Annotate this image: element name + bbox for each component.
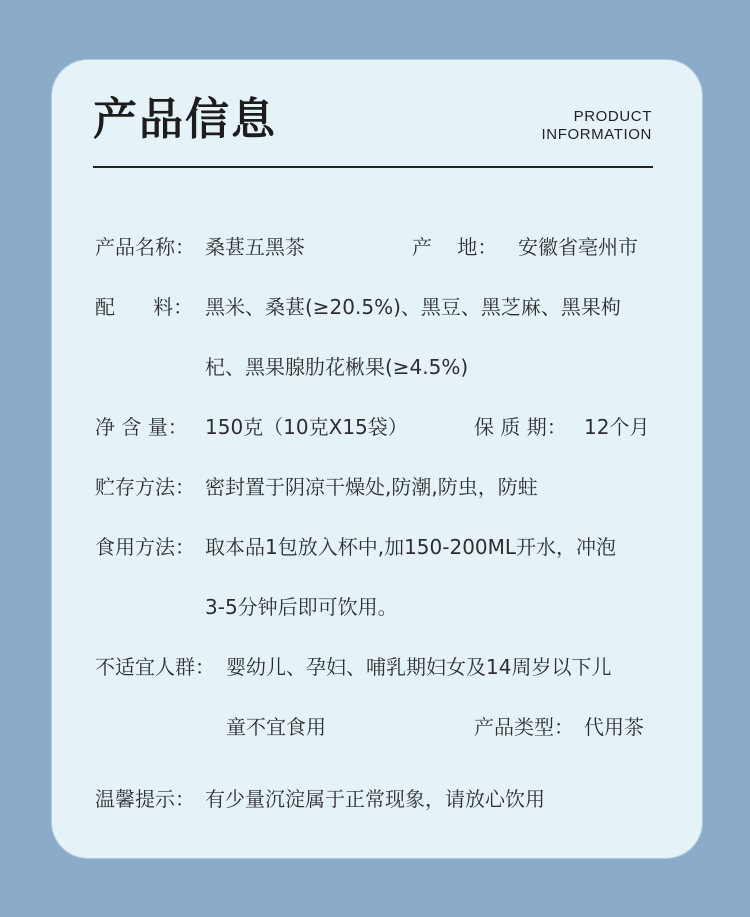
origin-label: 产 地： bbox=[412, 235, 498, 259]
title-divider bbox=[93, 166, 653, 168]
product-name-value: 桑葚五黑茶 bbox=[205, 235, 305, 259]
net-content-value: 150克（10克X15袋） bbox=[205, 415, 408, 439]
subtitle-line-2: INFORMATION bbox=[541, 126, 652, 143]
usage-line-1: 取本品1包放入杯中,加150-200ML开水，冲泡 bbox=[205, 535, 617, 559]
product-name-label: 产品名称： bbox=[95, 235, 195, 259]
storage-label: 贮存方法： bbox=[95, 475, 195, 499]
tip-value: 有少量沉淀属于正常现象，请放心饮用 bbox=[205, 787, 545, 811]
net-content-label: 净 含 量： bbox=[95, 415, 188, 439]
product-type-label: 产品类型： bbox=[474, 715, 574, 739]
product-info-card bbox=[52, 60, 702, 858]
unsuitable-label: 不适宜人群： bbox=[95, 655, 215, 679]
tip-label: 温馨提示： bbox=[95, 787, 195, 811]
shelf-life-label: 保 质 期： bbox=[474, 415, 567, 439]
subtitle-line-1: PRODUCT bbox=[573, 108, 652, 125]
ingredients-line-2: 杞、黑果腺肋花楸果(≥4.5%) bbox=[205, 355, 469, 379]
usage-line-2: 3-5分钟后即可饮用。 bbox=[205, 595, 398, 619]
ingredients-line-1: 黑米、桑葚(≥20.5%)、黑豆、黑芝麻、黑果枸 bbox=[205, 295, 621, 319]
unsuitable-line-2: 童不宜食用 bbox=[226, 715, 326, 739]
product-type-value: 代用茶 bbox=[584, 715, 644, 739]
usage-label: 食用方法： bbox=[95, 535, 195, 559]
unsuitable-line-1: 婴幼儿、孕妇、哺乳期妇女及14周岁以下儿 bbox=[226, 655, 612, 679]
origin-value: 安徽省亳州市 bbox=[518, 235, 638, 259]
shelf-life-value: 12个月 bbox=[584, 415, 650, 439]
storage-value: 密封置于阴凉干燥处,防潮,防虫，防蛀 bbox=[205, 475, 538, 499]
page-title: 产品信息 bbox=[93, 94, 277, 145]
page-subtitle bbox=[542, 108, 652, 144]
ingredients-label: 配 料： bbox=[95, 295, 194, 319]
